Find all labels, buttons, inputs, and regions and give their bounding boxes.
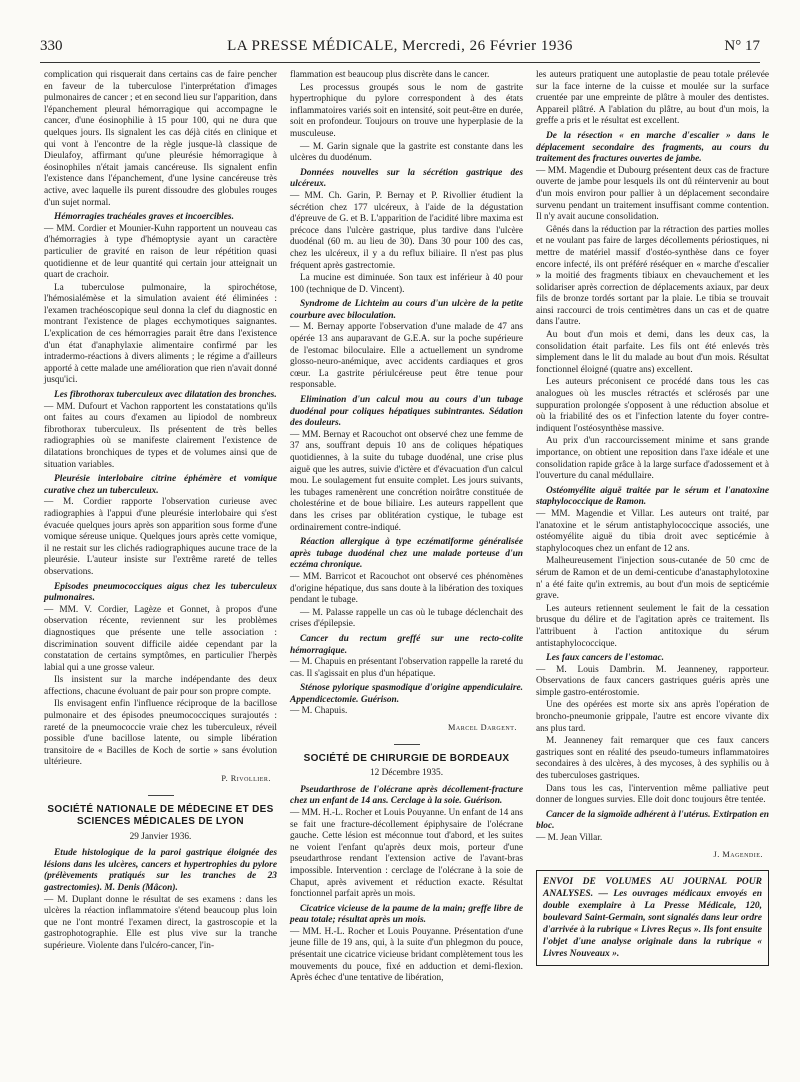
paragraph: — M. Bernay apporte l'observation d'une malade de 47 ans opérée 13 ans auparavant de G.E.A. sur la poche supérieure de l'estomac biloculaire. Elle a actuellement un syndrome glosso-neuro-anémique, avec accidents cardiaques et gros cœur. La gastrite périulcéreuse peut être tenue pour responsable. <box>290 322 523 391</box>
article-heading: Pleurésie interlobaire citrine éphémère et vomique curative chez un tuberculeux. <box>44 474 277 496</box>
author-signature: Marcel Dargent. <box>447 723 517 733</box>
session-date: 12 Décembre 1935. <box>369 768 444 779</box>
paragraph: — MM. Bernay et Racouchot ont observé chez une femme de 37 ans, souffrant depuis 10 ans de coliques hépatiques quotidiennes, à la suite du tubage duodénal, une crise plus aiguë que les autres, suivie d'ictère et d'évacuation d'un calcul mou. Le soulagement fut ensuite complet. Les jours suivants, les tubages ramenèrent une concrétion noirâtre constituée de cholestérine et de boue biliaire. Les auteurs rappellent que dans les crises par oblitération cystique, le tubage est ordinairement contre-indiqué. <box>290 429 523 533</box>
paragraph: Les auteurs retiennent seulement le fait de la cessation brusque du délire et de l'agitation après ce traitement. Ils l'attribuent à l'action antitoxique du sérum antistaphylococcique. <box>536 603 769 649</box>
paragraph: — MM. Cordier et Mounier-Kuhn rapportent un nouveau cas d'hémorragies à type d'hémoptysie ayant un caractère particulier de gravité en raison de leur répétition quasi quotidienne et de leur quantité qui certain jour atteignait un quart de crachoir. <box>44 223 277 281</box>
article-heading: Syndrome de Lichteim au cours d'un ulcère de la petite courbure avec biloculation. <box>290 299 523 321</box>
paragraph: Au prix d'un raccourcissement minime et sans grande importance, on obtient une reposition dans l'axe idéale et une consolidation rapide grâce à la large surface d'adossement et à l'ouverture du canal médullaire. <box>536 436 769 482</box>
column-2 <box>290 70 523 986</box>
paragraph: Une des opérées est morte six ans après l'opération de broncho-pneumonie grippale, l'autre est encore vivante dix ans plus tard. <box>536 700 769 734</box>
header-rule <box>40 62 760 63</box>
society-heading: SOCIÉTÉ NATIONALE DE MÉDECINE ET DES SCIENCES MÉDICALES DE LYON <box>47 803 274 828</box>
paragraph: — M. Louis Dambrin. M. Jeanneney, rapporteur. Observations de faux cancers gastriques guéris après une simple gastro-entérostomie. <box>536 664 769 698</box>
article-heading: Cicatrice vicieuse de la paume de la main; greffe libre de peau totale; résultat après un mois. <box>290 903 523 926</box>
paragraph: Les processus groupés sous le nom de gastrite hypertrophique du pylore correspondent à des états inflammatoires variés soit en intensité, soit peut-être en durée, soit en profondeur. Toujours on trouve une hyperplasie de la musculeuse. <box>290 82 523 139</box>
page-header <box>40 38 760 58</box>
paragraph: — MM. Ch. Garin, P. Bernay et P. Rivollier étudient la sécrétion chez 177 ulcéreux, à l'aide de la dégustation d'épreuve de G. et B. L'apparition de l'acidité libre maxima est précoce dans l'ulcère gastrique, plus tardive dans l'ulcère duodénal (60 m. au lieu de 30). Dans 30 pour 100 des cas, chez les ulcéreux, il y a du reflux biliaire. Il n'est pas plus fréquent après gastrectomie. <box>290 190 523 271</box>
article-heading: De la résection « en marche d'escalier » dans le déplacement secondaire des fragments, au cours du traitement des fractures ouvertes de jambe. <box>536 130 769 165</box>
paragraph: — M. Garin signale que la gastrite est constante dans les ulcères du duodénum. <box>290 141 523 164</box>
paragraph: M. Jeanneney fait remarquer que ces faux cancers gastriques sont en réalité des pseudo-tumeurs inflammatoires secondaires à des ulcères, à des mycoses, à des syphilis ou à des tuberculoses gastriques. <box>536 736 769 782</box>
journal-title: LA PRESSE MÉDICALE, Mercredi, 26 Février 1936 <box>227 38 573 54</box>
page-number: 330 <box>40 38 63 54</box>
paragraph: — MM. H.-L. Rocher et Louis Pouyanne. Un enfant de 14 ans se fait une fracture-décollement épiphysaire de l'olécrane gauche. Cette lésion est méconnue tout d'abord, et les suites ne voient l'enfant qu'après deux mois, porteur d'une pseudarthrose rendant l'extension active de l'avant-bras impossible. Intervention : cerclage de l'olécrane à la soie de Chaput, après avivement et réduction exacte. Résultat fonctionnel parfait après un mois. <box>290 807 523 900</box>
paragraph: complication qui risquerait dans certains cas de faire pencher en faveur de la tuberculose l'interprétation d'images pulmonaires de cancer ; et en second lieu sur l'apparition, dans l'épanchement pleural hémorragique qui accompagne le cancer, d'une éosinophilie à 15 pour 100, qui ne dura que quelques jours. Ils signalent les cas déjà cités en clinique et qui vont à l'encontre de la règle jusque-là classique de Dieulafoy, affirmant qu'une pleurésie hémorragique à éosinophiles n'était jamais cancéreuse. Ils signalent enfin l'existence dans l'épanchement, d'une lysine cancéreuse très active, avec laquelle ils purent dissoudre des globules rouges d'un sujet normal. <box>44 70 277 208</box>
paragraph: — MM. Magendie et Villar. Les auteurs ont traité, par l'anatoxine et le sérum antistaphylococcique associés, une ostéomyélite aiguë du tibia droit avec septicémie à staphylocoques chez un enfant de 12 ans. <box>536 508 769 554</box>
paragraph: — MM. Barricot et Racouchot ont observé ces phénomènes d'origine hépatique, dus sans doute à la libération des toxiques pendant le tubage. <box>290 571 523 606</box>
notice-box: ENVOI DE VOLUMES AU JOURNAL POUR ANALYSES. — Les ouvrages médicaux envoyés en double exemplaire à La Presse Médicale, 120, boulevard Saint-Germain, sont signalés dans leur ordre d'arrivée à la rubrique « Livres Reçus ». Ils font ensuite l'objet d'une analyse originale dans la rubrique « Livres Nouveaux ». <box>536 870 769 966</box>
paragraph: Dans tous les cas, l'intervention même palliative peut donner de longues survies. Elle doit donc toujours être tentée. <box>536 783 769 806</box>
paragraph: — M. Duplant donne le résultat de ses examens : dans les ulcères la réaction inflammatoire s'étend beaucoup plus loin que ne l'ont montré l'examen direct, la gastroscopie et la gastrophotographie. Elle est plus vive sur la tranche supérieure. Violente dans l'ulcéro-cancer, l'in- <box>44 894 277 951</box>
article-heading: Les fibrothorax tuberculeux avec dilatation des bronches. <box>54 390 277 401</box>
article-heading: Données nouvelles sur la sécrétion gastrique des ulcéreux. <box>290 167 523 190</box>
article-heading: Pseudarthrose de l'olécrane après décollement-fracture chez un enfant de 14 ans. Cerclage à la soie. Guérison. <box>290 784 523 807</box>
article-heading: Episodes pneumococciques aigus chez les tuberculeux pulmonaires. <box>44 581 277 604</box>
society-heading: SOCIÉTÉ DE CHIRURGIE DE BORDEAUX <box>303 752 510 764</box>
paragraph: — MM. Dufourt et Vachon rapportent les constatations qu'ils ont faites au cours d'examen au lipiodol de nombreux fibrothorax tuberculeux. Ils présentent de très belles radiographies où se manifeste clairement l'existence de dilatations bronchiques de types et de volumes ainsi que de situation variables. <box>44 401 277 470</box>
paragraph: Ils envisagent enfin l'influence réciproque de la bacillose pulmonaire et des épisodes pneumococciques surajoutés : rareté de la pneumococcie vraie chez les tuberculeux, réveil possible d'une bacillose latente, ou simple libération transitoire de « Bacilles de Koch de sortie » sans évolution ultérieure. <box>44 699 277 768</box>
separator <box>394 744 420 745</box>
paragraph: Malheureusement l'injection sous-cutanée de 50 cmc de sérum de Ramon et de un demi-centicube d'anastaphylotoxine n' a été faite qu'in extremis, au bout d'un mois de septicémie grave. <box>536 556 769 602</box>
paragraph: La tuberculose pulmonaire, la spirochétose, l'hémosialémèse et la simulation avaient été éliminées : l'examen trachéoscopique seul donna la clef du diagnostic en montrant l'existence de plages ecchymotiques saignantes. L'explication de ces hémorragies parait être dans l'existence d'un état d'anaphylaxie alimentaire confirmé par les intradermo-réactions à divers aliments ; le régime a d'ailleurs apporté à cette malade une amélioration que rien n'avait donné jusqu'ici. <box>44 282 277 386</box>
session-date: 29 Janvier 1936. <box>129 831 192 842</box>
author-signature: J. Magendie. <box>713 849 763 859</box>
article-heading: Etude histologique de la paroi gastrique éloignée des lésions dans les ulcères, cancers et hypertrophies du pylore (prélèvements pratiqués sur les tranches de 23 gastrectomies). M. Denis (Mâcon). <box>44 848 277 893</box>
paragraph: — M. Cordier rapporte l'observation curieuse avec radiographies à l'appui d'une pleurésie interlobaire qui s'est évacuée quelques jours après son apparition sous forme d'une vomique séreuse unique. Quelques jours après cette vomique, il ne restait sur les clichés radiographiques aucune trace de la pleurésie. L'auteur insiste sur l'extrême rareté de telles observations. <box>44 497 277 577</box>
article-heading: Elimination d'un calcul mou au cours d'un tubage duodénal pour coliques hépatiques subintrantes. Sédation des douleurs. <box>290 395 523 429</box>
paragraph: — M. Chapuis. <box>290 706 348 717</box>
paragraph: — MM. H.-L. Rocher et Louis Pouyanne. Présentation d'une jeune fille de 19 ans, qui, à la suite d'un phlegmon du pouce, présentait une cicatrice vicieuse bridant complètement tous les mouvements du pouce, fixé en adduction et demi-flexion. Après échec d'une tentative de libération, <box>290 926 523 984</box>
issue-number: N° 17 <box>724 38 760 54</box>
column-1 <box>44 70 277 954</box>
paragraph: — M. Palasse rappelle un cas où le tubage déclenchait des crises d'épilepsie. <box>290 607 523 630</box>
paragraph: — MM. Magendie et Dubourg présentent deux cas de fracture ouverte de jambe pour lesquels ils ont dû réintervenir au bout d'un mois environ pour pallier à un déplacement secondaire survenu pendant un traitement insuffisant comme contention. Il n'y avait aucune consolidation. <box>536 165 769 223</box>
paragraph: Les auteurs préconisent ce procédé dans tous les cas analogues où les muscles rétractés et sclérosés par une suppuration prolongée s'opposent à une réduction absolue et où la friabilité des os et l'infection latente du foyer contre-indiquent l'ostéosynthèse massive. <box>536 377 769 434</box>
article-heading: Hémorragies trachéales graves et incoercibles. <box>54 212 234 223</box>
separator <box>148 795 174 796</box>
article-heading: Sténose pylorique spasmodique d'origine appendiculaire. Appendicectomie. Guérison. <box>290 683 523 705</box>
article-heading: Ostéomyélite aiguë traitée par le sérum et l'anatoxine staphylococcique de Ramon. <box>536 485 769 508</box>
paragraph: La mucine est diminuée. Son taux est inférieur à 40 pour 100 (technique de D. Vincent). <box>290 273 523 295</box>
paragraph: Au bout d'un mois et demi, dans les deux cas, la consolidation était parfaite. Les fils ont été enlevés très simplement dans le lit du malade au bout d'un mois. Résultat fonctionnel éloigné (quatre ans) excellent. <box>536 330 769 375</box>
paragraph: — M. Jean Villar. <box>536 833 603 843</box>
paragraph: flammation est beaucoup plus discrète dans le cancer. <box>290 70 490 80</box>
article-heading: Réaction allergique à type eczématiforme généralisée après tubage duodénal chez une malade porteuse d'un eczéma chronique. <box>290 537 523 571</box>
paragraph: Gênés dans la réduction par la rétraction des parties molles et ne voulant pas faire de larges décollements périostiques, ni mettre de matériel massif d'ostéo-synthèse dans ce foyer encore infecté, ils ont préféré réséquer en « marche d'escalier » la moitié des fragments tibiaux en chevauchement et les solidariser après correction de déplacements axiaux, par deux fils de bronze tordés sortant par la plaie. Le tibia se trouvait ainsi raccourci de trois centimètres dans un cas et de quatre dans l'autre. <box>536 224 769 328</box>
paragraph: — MM. V. Cordier, Lagèze et Gonnet, à propos d'une observation récente, reviennent sur les problèmes diagnostiques que présente une telle association : discrimination souvent difficile aidée cependant par la constatation de certains symptômes, en particulier l'herpès labial qui a une grosse valeur. <box>44 604 277 673</box>
paragraph: — M. Chapuis en présentant l'observation rappelle la rareté du cas. Il s'agissait en plus d'un hépatique. <box>290 657 523 679</box>
article-heading: Les faux cancers de l'estomac. <box>546 653 664 664</box>
article-heading: Cancer de la sigmoïde adhérent à l'utérus. Extirpation en bloc. <box>536 809 769 832</box>
author-signature: P. Rivollier. <box>221 774 271 784</box>
article-heading: Cancer du rectum greffé sur une recto-colite hémorragique. <box>290 633 523 656</box>
paragraph: Ils insistent sur la marche indépendante des deux affections, chacune évoluant de pair pour son propre compte. <box>44 675 277 697</box>
column-3 <box>536 70 769 966</box>
paragraph: les auteurs pratiquent une autoplastie de peau totale prélevée sur la face interne de la cuisse et moulée sur la surface cruentée par une empreinte de plâtre à mouler des dentistes. Appareil plâtré. A l'ablation du plâtre, au bout d'un mois, la greffe a pris et le résultat est excellent. <box>536 70 769 127</box>
